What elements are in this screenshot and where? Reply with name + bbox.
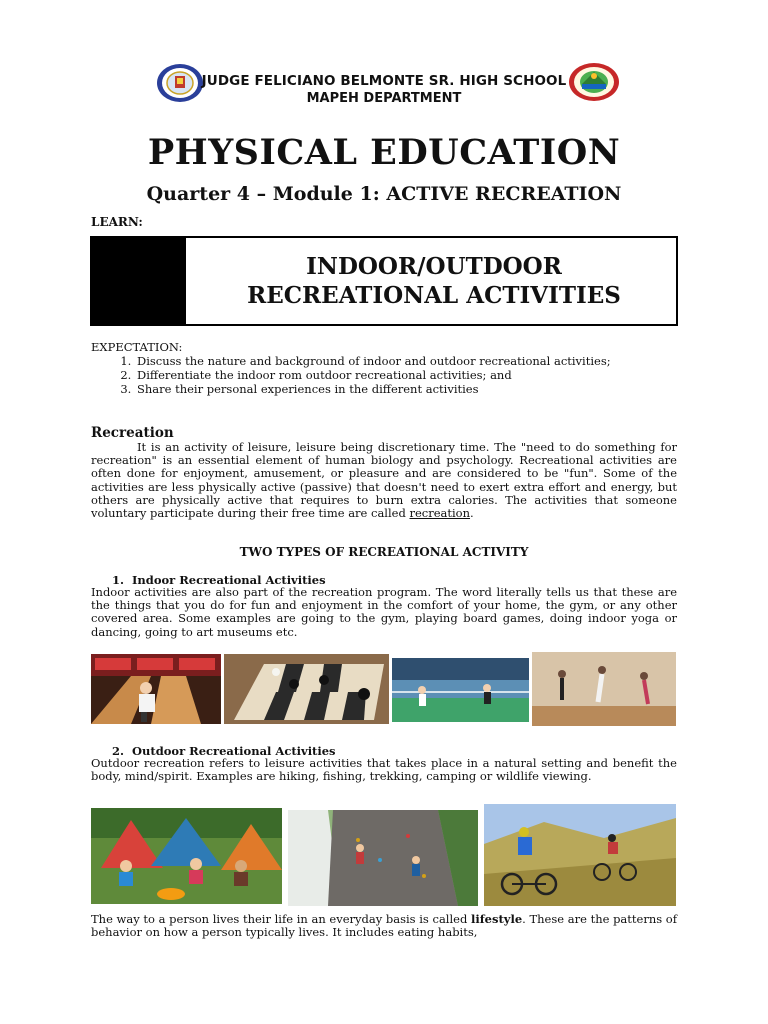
- recreation-text: It is an activity of leisure, leisure being discretionary time. The "need to do something for recreation" is an essential element of human biology and psychology. Recreational activities are often done for enjoyment, amusement, or pleasure and are considered to be "fun". Some of the activities are less physically active (passive) that doesn't need to exert extra effort and energy, but others are physically active that requires to burn extra calories. The activities that someone voluntary participate during their free time are called: [91, 440, 677, 521]
- banner-title: [192, 252, 676, 310]
- school-name: JUDGE FELICIANO BELMONTE SR. HIGH SCHOOL: [201, 73, 567, 89]
- recreation-end: .: [470, 506, 474, 521]
- lifestyle-text-pre: The way to a person lives their life in an everyday basis is called: [91, 912, 471, 926]
- indoor-paragraph: Indoor activities are also part of the recreation program. The word literally tells us that these are the things that you do for fun and enjoyment in the comfort of your home, the gym, or any other covered area. Some examples are going to the gym, playing board games, doing indoor yoga or dancing, going to art museums etc.: [91, 585, 677, 639]
- recreation-paragraph: [91, 441, 677, 520]
- module-subtitle: Quarter 4 – Module 1: ACTIVE RECREATION: [146, 183, 622, 205]
- types-heading: TWO TYPES OF RECREATIONAL ACTIVITY: [239, 545, 529, 559]
- lifestyle-text-post: . These are the patterns of behavior on how a person typically lives. It includes eating habits,: [91, 912, 677, 940]
- lifestyle-term: lifestyle: [471, 912, 523, 926]
- banner-black-block: [92, 238, 186, 324]
- expectation-label: EXPECTATION:: [91, 340, 183, 354]
- outdoor-title: Outdoor Recreational Activities: [132, 744, 336, 758]
- expectation-item: 3. Share their personal experiences in the different activities: [135, 382, 675, 396]
- camping-photo: [91, 808, 282, 904]
- chess-photo: [224, 654, 389, 724]
- indoor-title: Indoor Recreational Activities: [132, 573, 326, 587]
- topic-banner: [90, 236, 678, 326]
- expectation-item: 1. Discuss the nature and background of indoor and outdoor recreational activities;: [135, 354, 675, 368]
- cycling-photo: [484, 804, 676, 906]
- bowling-photo: [91, 654, 221, 724]
- banner-line-2: RECREATIONAL ACTIVITIES: [247, 282, 621, 309]
- indoor-number: 1.: [112, 573, 125, 587]
- page-title: PHYSICAL EDUCATION: [147, 132, 621, 173]
- outdoor-paragraph: Outdoor recreation refers to leisure activities that takes place in a natural setting and benefit the body, mind/spirit. Examples are hiking, fishing, trekking, camping or wildlife viewing.: [91, 756, 677, 784]
- badminton-photo: [392, 658, 529, 722]
- learn-label: LEARN:: [91, 215, 143, 229]
- lifestyle-paragraph: [91, 913, 677, 939]
- banner-line-1: INDOOR/OUTDOOR: [306, 253, 562, 280]
- outdoor-number: 2.: [112, 744, 125, 758]
- expectation-list: [91, 354, 675, 396]
- expectation-item: 2. Differentiate the indoor rom outdoor recreational activities; and: [135, 368, 675, 382]
- dance-photo: [532, 652, 676, 726]
- climbing-photo: [288, 810, 478, 906]
- recreation-term: recreation: [409, 506, 471, 521]
- department-name: MAPEH DEPARTMENT: [306, 91, 462, 106]
- recreation-heading: Recreation: [91, 425, 174, 441]
